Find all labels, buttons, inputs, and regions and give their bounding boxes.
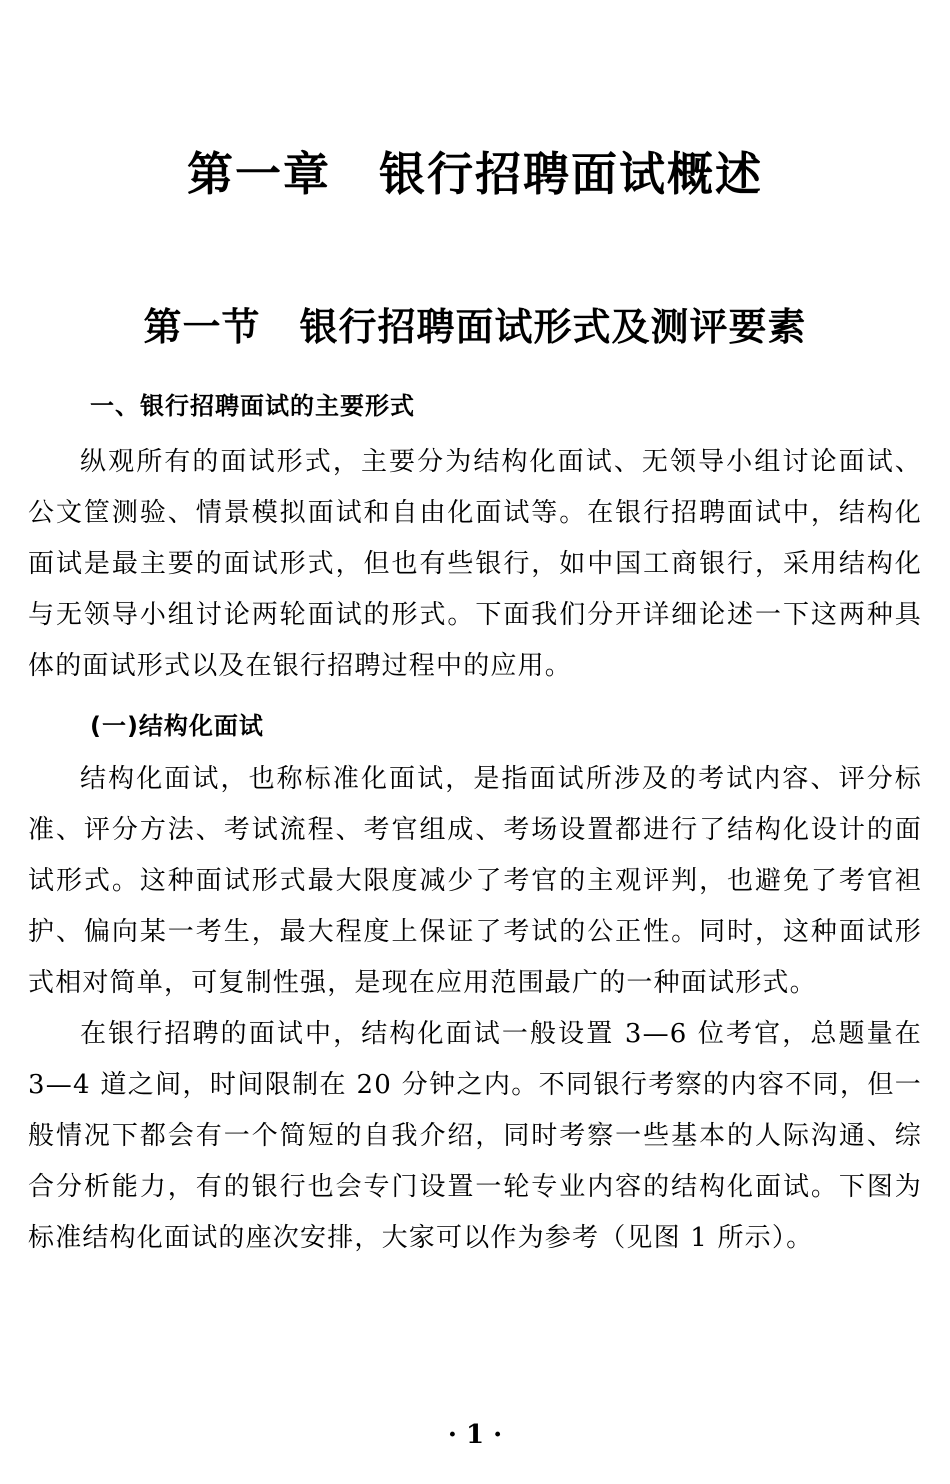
page-number: · 1 · bbox=[447, 1420, 503, 1450]
subheading-structured-interview: (一)结构化面试 bbox=[90, 712, 264, 740]
paragraph-block-1 bbox=[28, 437, 922, 692]
chapter-title: 第一章 银行招聘面试概述 bbox=[187, 147, 763, 201]
paragraph-structured-in-banks: 在银行招聘的面试中，结构化面试一般设置 3—6 位考官，总题量在 3—4 道之间，时间限制在 20 分钟之内。不同银行考察的内容不同，但一般情况下都会有一个简短的自我介绍，同时考察一些基本的人际沟通、综合分析能力，有的银行也会专门设置一轮专业内容的结构化面试。下图为标准结构化面试的座次安排，大家可以作为参考（见图 1 所示）。 bbox=[28, 1019, 922, 1253]
paragraph-structured-definition: 结构化面试，也称标准化面试，是指面试所涉及的考试内容、评分标准、评分方法、考试流程、考官组成、考场设置都进行了结构化设计的面试形式。这种面试形式最大限度减少了考官的主观评判，也避免了考官袒护、偏向某一考生，最大程度上保证了考试的公正性。同时，这种面试形式相对简单，可复制性强，是现在应用范围最广的一种面试形式。 bbox=[28, 764, 922, 998]
paragraph-forms-overview: 纵观所有的面试形式，主要分为结构化面试、无领导小组讨论面试、公文筐测验、情景模拟面试和自由化面试等。在银行招聘面试中，结构化面试是最主要的面试形式，但也有些银行，如中国工商银行，采用结构化与无领导小组讨论两轮面试的形式。下面我们分开详细论述一下这两种具体的面试形式以及在银行招聘过程中的应用。 bbox=[28, 447, 922, 681]
subheading-main-forms: 一、银行招聘面试的主要形式 bbox=[90, 392, 415, 420]
section-title: 第一节 银行招聘面试形式及测评要素 bbox=[143, 305, 807, 349]
paragraph-block-2 bbox=[28, 754, 922, 1264]
